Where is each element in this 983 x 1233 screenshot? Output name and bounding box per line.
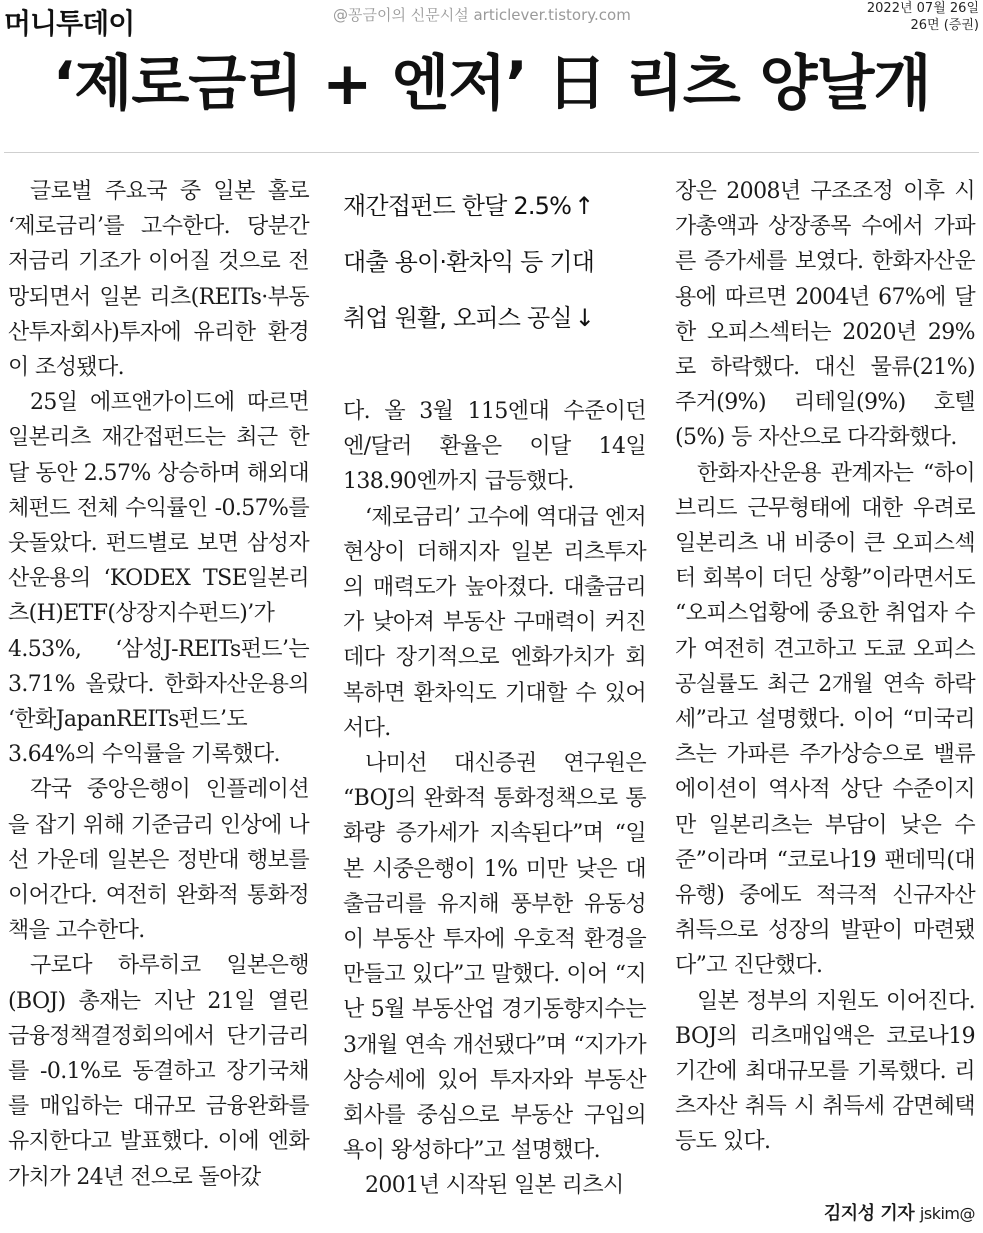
subheadline-2	[343, 234, 646, 290]
subheadline-text: 재간접펀드 한달 2.5%	[343, 192, 572, 220]
source-watermark: @꽁금이의 신문시설 articlever.tistory.com	[333, 6, 631, 24]
subheadline-3	[343, 290, 646, 346]
subheadline-1	[343, 178, 646, 234]
paragraph: 2001년 시작된 일본 리츠시	[365, 1173, 624, 1199]
headline: ‘제로금리 + 엔저’ 日 리츠 양날개	[52, 49, 931, 119]
article-column-2	[343, 394, 646, 1204]
newspaper-logo: 머니투데이	[4, 7, 135, 40]
paragraph: 다. 올 3월 115엔대 수준이던 엔/달러 환율은 이달 14일 138.90엔까지 급등했다.	[343, 399, 646, 495]
paragraph: 나미선 대신증권 연구원은 “BOJ의 완화적 통화정책으로 통화량 증가세가 지속된다”며 “일본 시중은행이 1% 미만 낮은 대출금리를 유지해 풍부한 유동성이 부동산 투자에 우호적 환경을 만들고 있다”고 말했다. 이어 “지난 5월 부동산업 경기동향지수는 3개월 연속 개선됐다”며 “지가가 상승세에 있어 투자자와 부동산회사를 중심으로 부동산 구입의욕이 왕성하다”고 설명했다.	[343, 751, 646, 1164]
paragraph: 구로다 하루히코 일본은행(BOJ) 총재는 지난 21일 열린 금융정책결정회의에서 단기금리를 -0.1%로 동결하고 장기국채를 매입하는 대규모 금융완화를 유지한다고 발표했다. 이에 엔화가치가 24년 전으로 돌아갔	[8, 953, 309, 1190]
paragraph: 장은 2008년 구조조정 이후 시가총액과 상장종목 수에서 가파른 증가세를 보였다. 한화자산운용에 따르면 2004년 67%에 달한 오피스섹터는 2020년 29%로 하락했다. 대신 물류(21%) 주거(9%) 리테일(9%) 호텔(5%) 등 자산으로 다각화했다.	[675, 179, 975, 451]
reporter-email: jskim@	[919, 1204, 975, 1223]
paragraph: ‘제로금리’ 고수에 역대급 엔저현상이 더해지자 일본 리츠투자의 매력도가 높아졌다. 대출금리가 낮아져 부동산 구매력이 커진 데다 장기적으로 엔화가치가 회복하면 환차익도 기대할 수 있어서다.	[343, 504, 646, 741]
subheadline-text: 대출 용이·환차익 등 기대	[343, 248, 595, 276]
arrow-up-icon: ↑	[574, 192, 594, 220]
headline-divider	[4, 152, 979, 153]
paragraph: 한화자산운용 관계자는 “하이브리드 근무형태에 대한 우려로 일본리츠 내 비중이 큰 오피스섹터 회복이 더딘 상황”이라면서도 “오피스업황에 중요한 취업자 수가 여전히 견고하고 도쿄 오피스 공실률도 최근 2개월 연속 하락세”라고 설명했다. 이어 “미국리츠는 가파른 주가상승으로 밸류에이션이 역사적 상단 수준이지만 일본리츠는 부담이 낮은 수준”이라며 “코로나19 팬데믹(대유행) 중에도 적극적 신규자산 취득으로 성장의 발판이 마련됐다”고 진단했다.	[675, 460, 975, 979]
reporter-name: 김지성 기자	[823, 1203, 915, 1224]
subheadline-box	[343, 178, 646, 346]
subheadline-text: 취업 원활, 오피스 공실	[343, 304, 572, 332]
paragraph: 각국 중앙은행이 인플레이션을 잡기 위해 기준금리 인상에 나선 가운데 일본은 정반대 행보를 이어간다. 여전히 완화적 통화정책을 고수한다.	[8, 777, 309, 944]
byline	[824, 1199, 975, 1225]
paragraph: 일본 정부의 지원도 이어진다. BOJ의 리츠매입액은 코로나19 기간에 최대규모를 기록했다. 리츠자산 취득 시 취득세 감면혜택 등도 있다.	[675, 988, 975, 1155]
article-column-1	[8, 174, 309, 1195]
paragraph: 글로벌 주요국 중 일본 홀로 ‘제로금리’를 고수한다. 당분간 저금리 기조가 이어질 것으로 전망되면서 일본 리츠(REITs·부동산투자회사)투자에 유리한 환경이 조성됐다.	[8, 179, 309, 381]
arrow-down-icon: ↓	[574, 304, 595, 332]
paragraph: 25일 에프앤가이드에 따르면 일본리츠 재간접펀드는 최근 한 달 동안 2.57% 상승하며 해외대체펀드 전체 수익률인 -0.57%를 웃돌았다. 펀드별로 보면 삼성자산운용의 ‘KODEX TSE일본리츠(H)ETF(상장지수펀드)’가 4.53%, ‘삼성J-REITs펀드’는 3.71% 올랐다. 한화자산운용의 ‘한화JapanREITs펀드’도 3.64%의 수익률을 기록했다.	[8, 390, 309, 768]
publication-date: 2022년 07월 26일	[866, 1, 979, 16]
page-section: 26면 (증권)	[910, 18, 979, 33]
publication-info	[867, 0, 979, 34]
article-column-3	[675, 174, 975, 1160]
masthead	[0, 0, 983, 40]
